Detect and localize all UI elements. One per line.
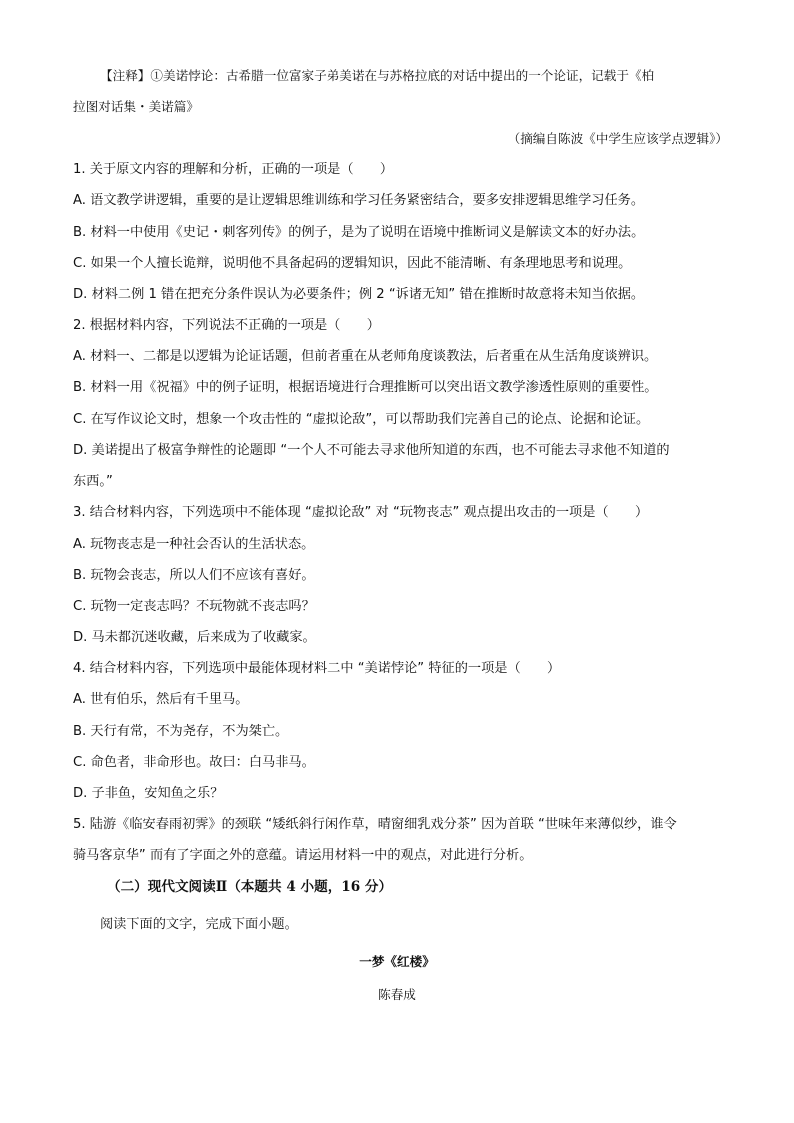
question-3-stem: 3. 结合材料内容，下列选项中不能体现 “虚拟论敌” 对 “玩物丧志” 观点提出攻击的一项是（ ）	[73, 505, 649, 520]
question-2-option-d: D. 美诺提出了极富争辩性的论题即 “一个人不可能去寻求他所知道的东西，也不可能去寻求他不知道的	[73, 443, 670, 458]
question-2-option-d-continued: 东西。”	[73, 474, 113, 489]
question-3-option-c: C. 玩物一定丧志吗？不玩物就不丧志吗？	[73, 599, 315, 614]
question-1-option-d: D. 材料二例 1 错在把充分条件误认为必要条件；例 2 “诉诸无知” 错在推断时故意将未知当依据。	[73, 287, 645, 302]
annotation-line-2: 拉图对话集・美诺篇》	[73, 99, 199, 114]
question-1-option-b: B. 材料一中使用《史记・刺客列传》的例子，是为了说明在语境中推断词义是解读文本的好办法。	[73, 225, 645, 240]
question-3-option-b: B. 玩物会丧志，所以人们不应该有喜好。	[73, 568, 315, 583]
question-4-option-c: C. 命色者，非命形也。故曰：白马非马。	[73, 755, 315, 770]
question-2-option-a: A. 材料一、二都是以逻辑为论证话题，但前者重在从老师角度谈教法，后者重在从生活角度谈辨识。	[73, 349, 658, 364]
question-5-line-2: 骑马客京华” 而有了字面之外的意蕴。请运用材料一中的观点，对此进行分析。	[73, 848, 533, 863]
question-4-option-b: B. 天行有常，不为尧存，不为桀亡。	[73, 724, 289, 739]
question-2-stem: 2. 根据材料内容，下列说法不正确的一项是（ ）	[73, 318, 380, 333]
question-4-option-a: A. 世有伯乐，然后有千里马。	[73, 692, 249, 707]
question-5-line-1: 5. 陆游《临安春雨初霁》的颈联 “矮纸斜行闲作草，晴窗细乳戏分茶” 因为首联 “世味年来薄似纱，谁令	[73, 817, 677, 832]
reading-instruction: 阅读下面的文字，完成下面小题。	[100, 917, 298, 932]
source-citation: （摘编自陈波《中学生应该学点逻辑》）	[507, 131, 728, 146]
question-3-option-a: A. 玩物丧志是一种社会否认的生活状态。	[73, 537, 315, 552]
passage-title: 一梦《红楼》	[359, 954, 435, 969]
question-4-stem: 4. 结合材料内容，下列选项中最能体现材料二中 “美诺悖论” 特征的一项是（ ）	[73, 661, 561, 676]
question-2-option-c: C. 在写作议论文时，想象一个攻击性的 “虚拟论敌”，可以帮助我们完善自己的论点、论据和论证。	[73, 412, 650, 427]
question-4-option-d: D. 子非鱼，安知鱼之乐？	[73, 786, 224, 801]
question-3-option-d: D. 马未都沉迷收藏，后来成为了收藏家。	[73, 630, 316, 645]
annotation-line-1: 【注释】①美诺悖论：古希腊一位富家子弟美诺在与苏格拉底的对话中提出的一个论证，记载于《柏	[100, 68, 655, 83]
passage-author: 陈春成	[378, 987, 416, 1002]
question-1-option-c: C. 如果一个人擅长诡辩，说明他不具备起码的逻辑知识，因此不能清晰、有条理地思考和说理。	[73, 256, 632, 271]
section-heading: （二）现代文阅读Ⅱ（本题共 4 小题，16 分）	[107, 879, 393, 895]
question-2-option-b: B. 材料一用《祝福》中的例子证明，根据语境进行合理推断可以突出语文教学渗透性原则的重要性。	[73, 380, 658, 395]
question-1-stem: 1. 关于原文内容的理解和分析，正确的一项是（ ）	[73, 162, 394, 177]
question-1-option-a: A. 语文教学讲逻辑，重要的是让逻辑思维训练和学习任务紧密结合，要多安排逻辑思维学习任务。	[73, 193, 645, 208]
